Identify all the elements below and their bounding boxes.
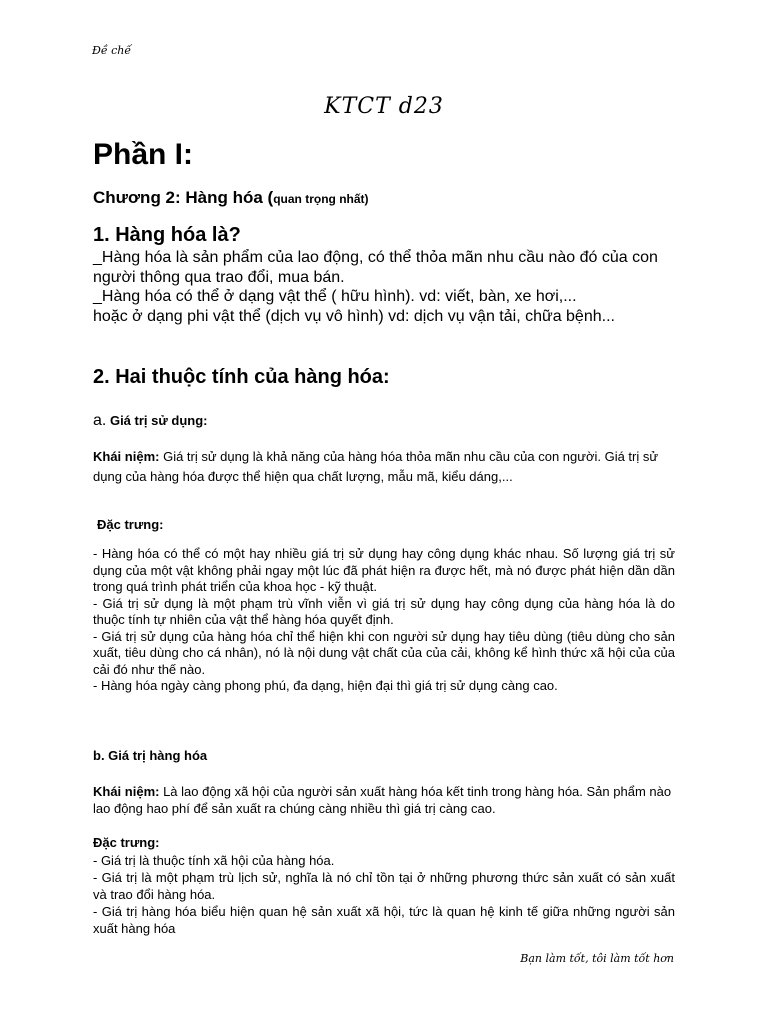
subsection-a-heading [93, 412, 207, 430]
feature-item: - Giá trị hàng hóa biểu hiện quan hệ sản xuất xã hội, tức là quan hệ kinh tế giữa những người sản xuất hàng hóa [93, 904, 675, 936]
part-heading: Phần I: [93, 138, 194, 171]
concept-label: Khái niệm: [93, 784, 160, 799]
concept-text: Giá trị sử dụng là khả năng của hàng hóa thỏa mãn nhu cầu của con người. Giá trị sử dụng của hàng hóa được thể hiện qua chất lượng, mẫu mã, kiểu dáng,... [93, 449, 659, 484]
section-1-line: _Hàng hóa là sản phẩm của lao động, có thể thỏa mãn nhu cầu nào đó của con người thông qua trao đổi, mua bán. [93, 249, 658, 286]
section-1-line: hoặc ở dạng phi vật thể (dịch vụ vô hình) vd: dịch vụ vận tải, chữa bệnh... [93, 307, 615, 325]
chapter-heading [93, 188, 369, 208]
section-1-body [93, 248, 693, 326]
feature-item: - Giá trị sử dụng của hàng hóa chỉ thể hiện khi con người sử dụng hay tiêu dùng (tiêu dùng cho sản xuất, tiêu dùng cho cá nhân), nó là nội dung vật chất của của cải, không kể hình thức xã hội của của cải đó như thế nào. [93, 628, 675, 677]
feature-item: - Hàng hóa ngày càng phong phú, đa dạng, hiện đại thì giá trị sử dụng càng cao. [93, 678, 558, 693]
feature-item: - Giá trị sử dụng là một phạm trù vĩnh viễn vì giá trị sử dụng hay công dụng của hàng hóa là do thuộc tính tự nhiên của vật thể hàng hóa quyết định. [93, 595, 675, 627]
chapter-note: quan trọng nhất) [273, 192, 369, 206]
header-note: Đề chế [92, 44, 132, 57]
subsection-b-feature-label: Đặc trưng: [93, 835, 160, 850]
concept-text: Là lao động xã hội của người sản xuất hàng hóa kết tinh trong hàng hóa. Sản phẩm nào lao động hao phí để sản xuất ra chúng càng nhiều thì giá trị càng cao. [93, 784, 672, 816]
chapter-title: Chương 2: Hàng hóa ( [93, 188, 274, 207]
feature-item: - Giá trị là thuộc tính xã hội của hàng hóa. [93, 853, 335, 868]
subsection-a-concept [93, 447, 683, 487]
subsection-b-heading: b. Giá trị hàng hóa [93, 748, 208, 763]
subsection-a-prefix: a. [93, 412, 107, 429]
feature-item: - Hàng hóa có thể có một hay nhiều giá trị sử dụng hay công dụng khác nhau. Số lượng giá trị sử dụng của một vật không phải ngay một lúc đã phát hiện ra được hết, mà nó được phát hiện dần dần trong quá trình phát triển của khoa học - kỹ thuật. [93, 546, 675, 594]
footer-note: Bạn làm tốt, tôi làm tốt hơn [520, 952, 674, 965]
section-1-heading: 1. Hàng hóa là? [93, 224, 241, 246]
section-1-line: _Hàng hóa có thể ở dạng vật thể ( hữu hình). vd: viết, bàn, xe hơi,... [93, 288, 577, 305]
document-title: KTCT d23 [324, 94, 444, 119]
subsection-a-title: Giá trị sử dụng: [106, 413, 208, 428]
subsection-a-feature-list [93, 546, 675, 695]
section-2-heading: 2. Hai thuộc tính của hàng hóa: [93, 366, 390, 388]
subsection-b-concept [93, 783, 683, 817]
subsection-b-feature-list [93, 852, 675, 937]
feature-item: - Giá trị là một phạm trù lịch sử, nghĩa là nó chỉ tồn tại ở những phương thức sản xuất có sản xuất và trao đổi hàng hóa. [93, 870, 675, 902]
concept-label: Khái niệm: [93, 449, 160, 464]
subsection-a-feature-label: Đặc trưng: [97, 517, 164, 532]
